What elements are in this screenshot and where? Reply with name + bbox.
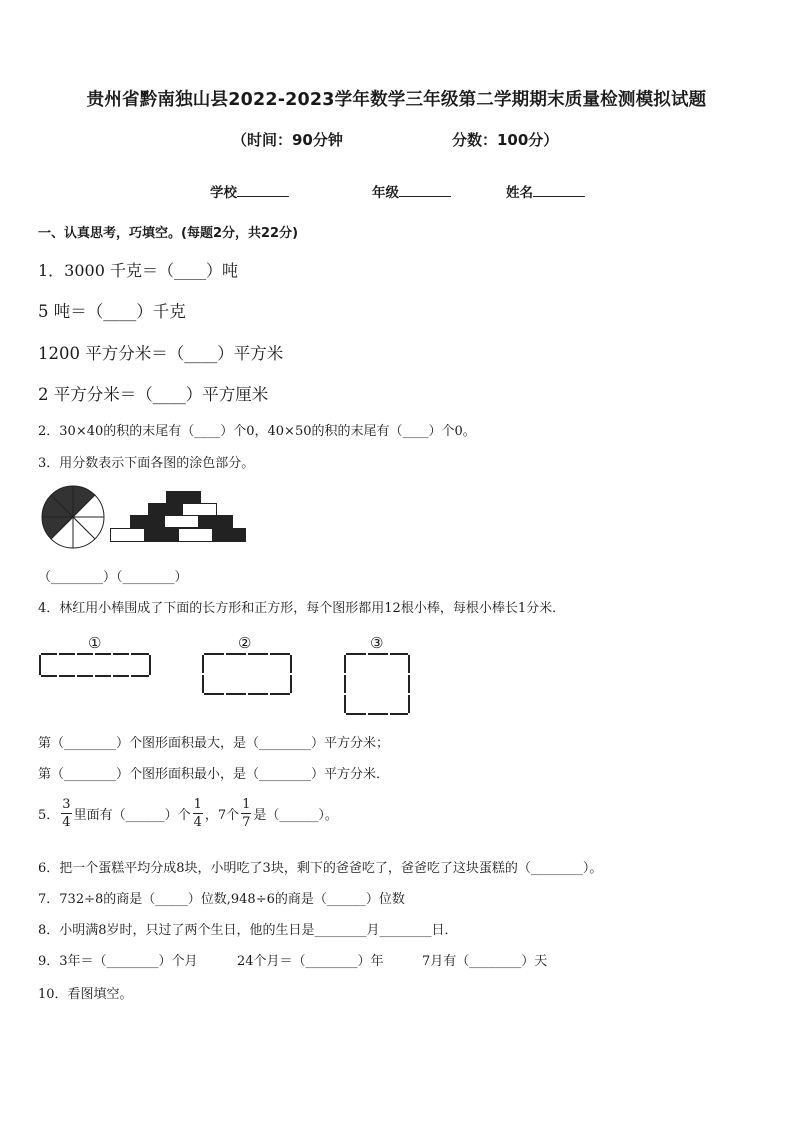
fraction-one-seventh [241, 798, 251, 829]
brick [179, 529, 213, 542]
page-title: 贵州省黔南独山县2022-2023学年数学三年级第二学期期末质量检测模拟试题 [86, 90, 707, 110]
brick [167, 492, 201, 504]
grade-blank[interactable] [399, 182, 451, 197]
brick [145, 529, 179, 542]
q1-line4: 2 平方分米＝（____）平方厘米 [38, 385, 269, 404]
q5-row [38, 798, 338, 829]
fraction-numerator: 1 [242, 797, 251, 812]
q5-mid1: 里面有（______）个 [73, 808, 191, 823]
name-field[interactable] [506, 181, 585, 201]
exam-score: 分数：100分） [452, 131, 559, 149]
grade-field[interactable] [372, 181, 451, 201]
fraction-denominator: 4 [193, 815, 202, 830]
section-title: 一、认真思考，巧填空。(每题2分，共22分) [38, 226, 299, 241]
grade-label: 年级 [372, 185, 399, 201]
brick [183, 504, 217, 516]
stick-rectangle-1 [36, 650, 156, 682]
q4-line2: 第（________）个图形面积最小，是（________）平方分米． [38, 767, 390, 782]
q9-part3: 7月有（________）天 [422, 954, 548, 969]
q1-line2: 5 吨＝（____）千克 [38, 302, 186, 321]
q3-answers: （________）（________） [38, 570, 188, 585]
brick [149, 504, 183, 516]
stick-rectangle-2 [198, 650, 296, 700]
fraction-numerator: 1 [193, 797, 202, 812]
q4-text: 4．林红用小棒围成了下面的长方形和正方形，每个图形都用12根小棒，每根小棒长1分米． [38, 601, 566, 616]
school-blank[interactable] [237, 182, 289, 197]
q7-text: 7．732÷8的商是（_____）位数,948÷6的商是（______）位数 [38, 892, 405, 907]
brick [131, 516, 165, 528]
name-label: 姓名 [506, 185, 533, 201]
exam-time: （时间：90分钟 [232, 131, 343, 149]
q3-text: 3．用分数表示下面各图的涂色部分。 [38, 456, 255, 471]
fraction-denominator: 7 [242, 815, 251, 830]
brick [199, 516, 233, 528]
q4-line1: 第（________）个图形面积最大，是（________）平方分米； [38, 736, 390, 751]
fraction-numerator: 3 [62, 797, 71, 812]
brick [213, 529, 246, 542]
q9-part2: 24个月＝（________）年 [237, 954, 384, 969]
figure-label-1: ① [88, 634, 102, 652]
q5-suffix: 是（______）。 [253, 808, 338, 823]
brick [111, 529, 145, 542]
q1-line3: 1200 平方分米＝（____）平方米 [38, 344, 284, 363]
stick-square-3 [340, 650, 414, 720]
brick [165, 516, 199, 528]
school-field[interactable] [210, 181, 289, 201]
school-label: 学校 [210, 185, 237, 201]
fraction-three-quarters [61, 798, 71, 829]
q1-line1: 1．3000 千克＝（____）吨 [38, 261, 238, 280]
q6-text: 6．把一个蛋糕平均分成8块，小明吃了3块，剩下的爸爸吃了，爸爸吃了这块蛋糕的（________）。 [38, 861, 603, 876]
q2-text: 2．30×40的积的末尾有（____）个0，40×50的积的末尾有（____）个0。 [38, 424, 476, 439]
name-blank[interactable] [533, 182, 585, 197]
figure-label-3: ③ [370, 634, 384, 652]
brick-wall-figure [110, 490, 246, 544]
fraction-one-quarter [193, 798, 203, 829]
q5-mid2: ，7个 [204, 808, 240, 823]
fraction-denominator: 4 [62, 815, 71, 830]
q5-prefix: 5． [38, 808, 60, 823]
figure-label-2: ② [238, 634, 252, 652]
q9-part1: 9．3年＝（________）个月 [38, 954, 198, 969]
q10-text: 10．看图填空。 [38, 987, 133, 1002]
q8-text: 8．小明满8岁时，只过了两个生日，他的生日是________月________日． [38, 923, 458, 938]
shaded-circle-figure [40, 484, 106, 550]
